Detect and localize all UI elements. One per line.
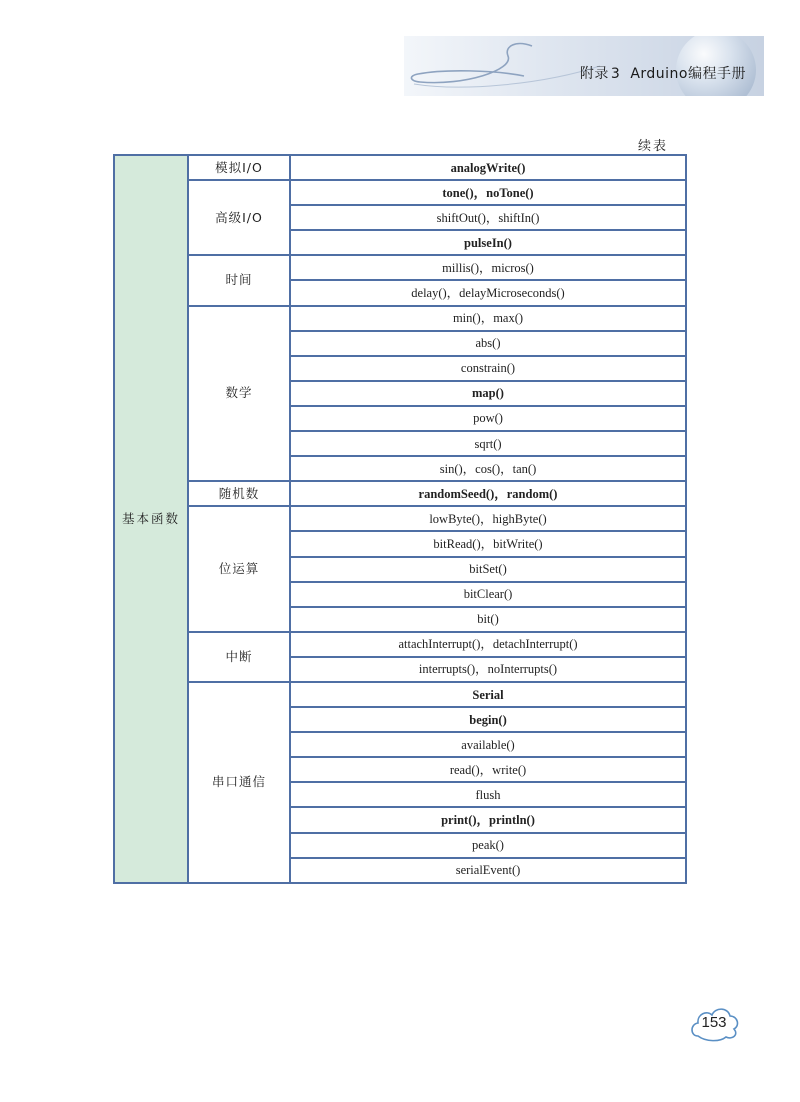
subcategory-cell: 模拟I/O: [188, 155, 290, 180]
function-cell: attachInterrupt()，detachInterrupt(): [290, 632, 686, 657]
function-cell: map(): [290, 381, 686, 406]
function-cell: delay()，delayMicroseconds(): [290, 280, 686, 305]
table-row: [114, 682, 686, 707]
subcategory-cell: 位运算: [188, 506, 290, 631]
subcategory-cell: 高级I/O: [188, 180, 290, 255]
subcategory-cell: 中断: [188, 632, 290, 682]
function-cell: begin(): [290, 707, 686, 732]
table-row: [114, 481, 686, 506]
continued-label: 续表: [638, 139, 669, 154]
function-cell: millis()，micros(): [290, 255, 686, 280]
function-cell: shiftOut()，shiftIn(): [290, 205, 686, 230]
table-row: [114, 255, 686, 280]
subcategory-cell: 串口通信: [188, 682, 290, 883]
subcategory-cell: 时间: [188, 255, 290, 305]
function-cell: read()，write(): [290, 757, 686, 782]
function-cell: pow(): [290, 406, 686, 431]
table-row: [114, 306, 686, 331]
appendix-number: 3: [610, 66, 621, 82]
function-cell: sqrt(): [290, 431, 686, 456]
function-cell: analogWrite(): [290, 155, 686, 180]
table-row: [114, 506, 686, 531]
function-cell: available(): [290, 732, 686, 757]
manual-title: Arduino编程手册: [630, 66, 746, 82]
subcategory-cell: 数学: [188, 306, 290, 482]
function-cell: Serial: [290, 682, 686, 707]
function-cell: min()，max(): [290, 306, 686, 331]
function-cell: interrupts()，noInterrupts(): [290, 657, 686, 682]
function-cell: print()，println(): [290, 807, 686, 832]
function-cell: serialEvent(): [290, 858, 686, 883]
category-cell: 基本函数: [114, 155, 188, 883]
function-cell: pulseIn(): [290, 230, 686, 255]
subcategory-cell: 随机数: [188, 481, 290, 506]
function-cell: sin()，cos()，tan(): [290, 456, 686, 481]
swoosh-decoration-icon: [404, 36, 604, 96]
table-row: [114, 180, 686, 205]
function-cell: flush: [290, 782, 686, 807]
function-cell: bitClear(): [290, 582, 686, 607]
header-title: [580, 63, 746, 83]
page-number: 153: [701, 1014, 727, 1031]
function-cell: tone()，noTone(): [290, 180, 686, 205]
table-row: [114, 155, 686, 180]
function-cell: bitRead()，bitWrite(): [290, 531, 686, 556]
function-cell: peak(): [290, 833, 686, 858]
page-number-badge: [688, 1004, 740, 1044]
function-cell: constrain(): [290, 356, 686, 381]
function-table: [113, 154, 687, 884]
function-cell: bit(): [290, 607, 686, 632]
function-cell: bitSet(): [290, 557, 686, 582]
header-banner: [404, 36, 764, 96]
function-cell: abs(): [290, 331, 686, 356]
function-cell: lowByte()，highByte(): [290, 506, 686, 531]
appendix-label: 附录: [579, 66, 609, 82]
function-cell: randomSeed()，random(): [290, 481, 686, 506]
table-row: [114, 632, 686, 657]
